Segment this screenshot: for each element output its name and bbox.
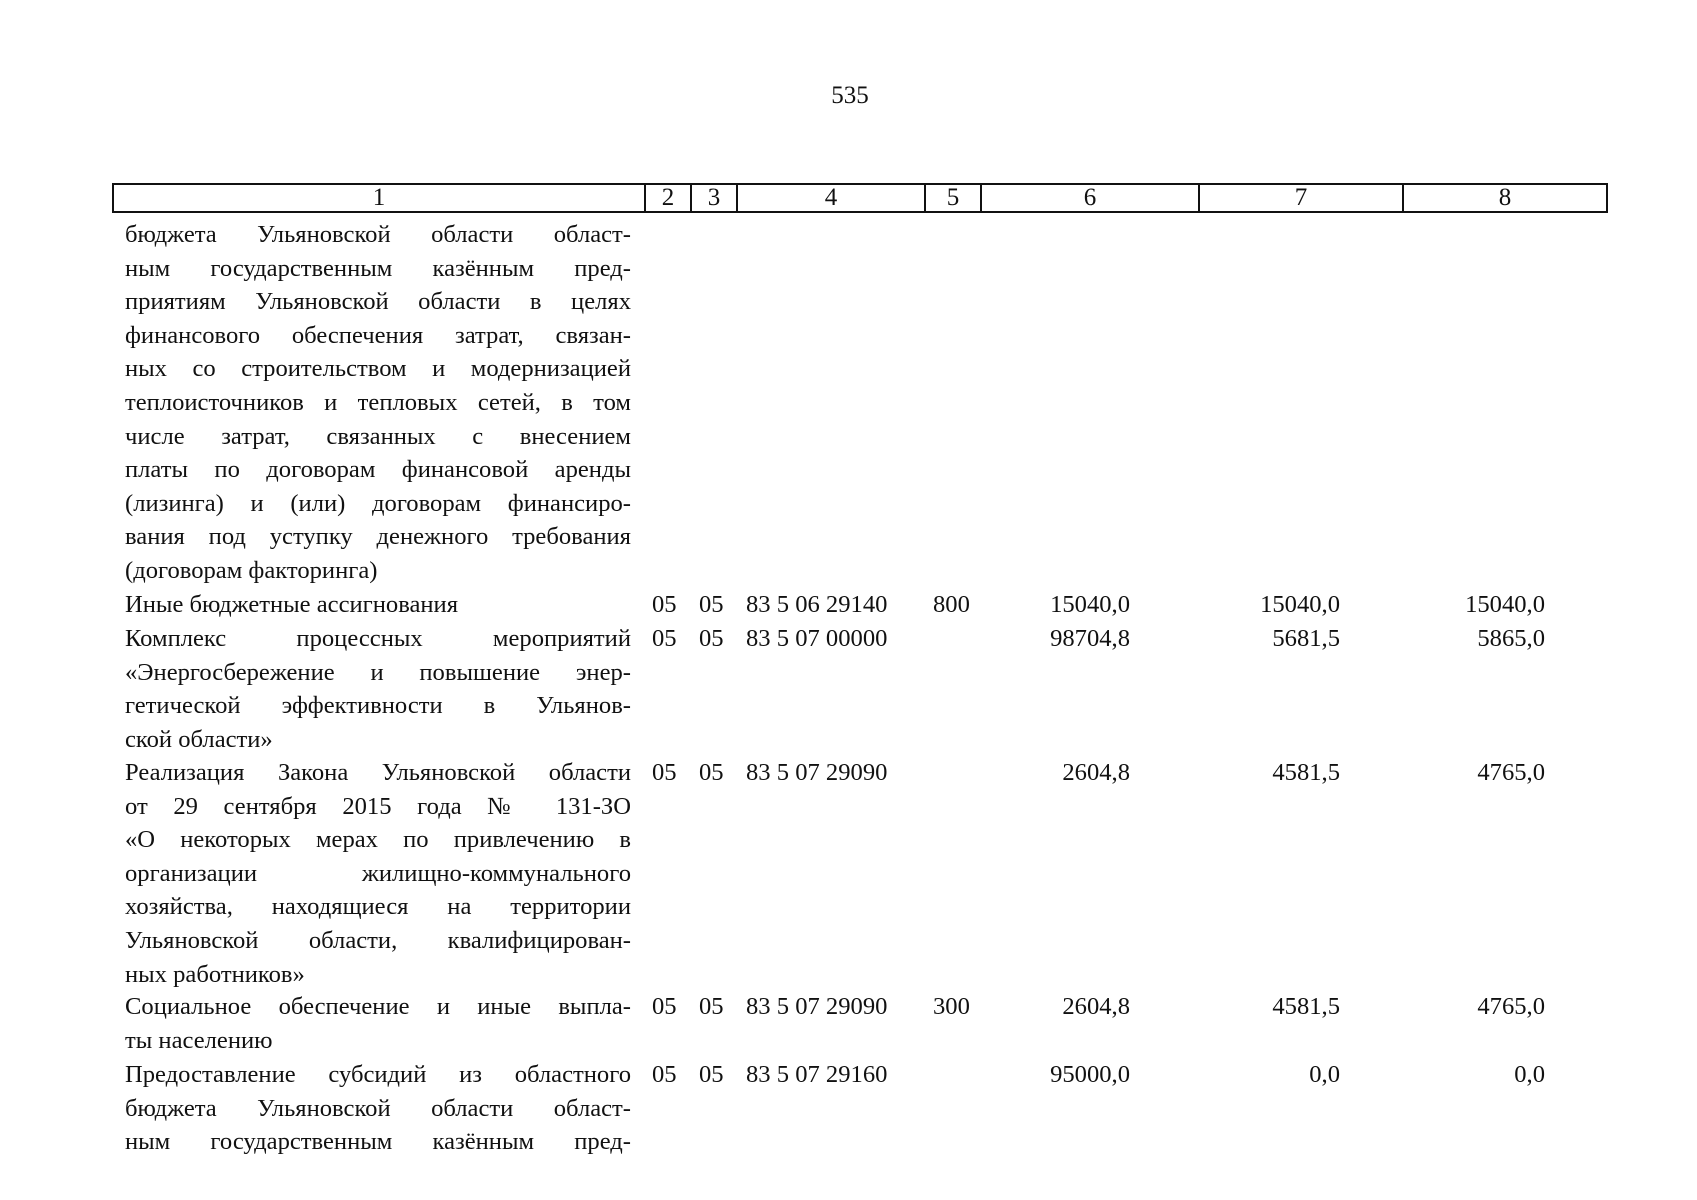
description-line: платы по договорам финансовой аренды [125, 456, 631, 484]
description-line: бюджета Ульяновской области област- [125, 221, 631, 248]
cell-target-article: 83 5 07 29160 [746, 1061, 888, 1088]
cell-section: 05 [652, 625, 677, 652]
cell-section: 05 [652, 759, 677, 786]
header-col-3: 3 [690, 185, 736, 211]
cell-target-article: 83 5 07 00000 [746, 625, 888, 652]
description-line: Ульяновской области, квалифицирован- [125, 926, 631, 954]
description-line: Реализация Закона Ульяновской области [125, 759, 631, 786]
cell-col-7: 0,0 [1309, 1061, 1340, 1088]
cell-section: 05 [652, 591, 677, 618]
header-col-1: 1 [372, 184, 386, 211]
description-line: Иные бюджетные ассигнования [125, 591, 459, 618]
description-line: «Энергосбережение и повышение энер- [125, 658, 631, 686]
description-line: Предоставление субсидий из областного [125, 1061, 631, 1088]
description-line: Комплекс процессных мероприятий [125, 625, 631, 652]
row-description [125, 588, 631, 622]
description-line: организации жилищно-коммунального [125, 859, 631, 887]
cell-expense-type: 300 [933, 993, 970, 1020]
description-line: ных со строительством и модернизацией [125, 355, 631, 383]
cell-target-article: 83 5 06 29140 [746, 591, 888, 618]
header-col-2: 2 [644, 185, 690, 211]
cell-subsection: 05 [699, 1061, 724, 1088]
row-description [125, 756, 631, 991]
description-line: числе затрат, связанных с внесением [125, 422, 631, 450]
cell-section: 05 [652, 1061, 677, 1088]
cell-col-6: 95000,0 [1050, 1061, 1130, 1088]
header-col-5: 5 [924, 185, 980, 211]
cell-col-8: 0,0 [1514, 1061, 1545, 1088]
cell-col-7: 4581,5 [1272, 759, 1340, 786]
cell-subsection: 05 [699, 759, 724, 786]
description-line: ных работников» [125, 960, 305, 988]
row-description [125, 1058, 631, 1159]
cell-col-6: 15040,0 [1050, 591, 1130, 618]
cell-section: 05 [652, 993, 677, 1020]
header-col-8: 8 [1402, 185, 1606, 211]
cell-subsection: 05 [699, 625, 724, 652]
description-line: ным государственным казённым пред- [125, 254, 631, 282]
row-description [125, 990, 631, 1057]
cell-col-6: 2604,8 [1062, 759, 1130, 786]
header-col-4: 4 [736, 185, 924, 211]
description-line: вания под уступку денежного требования [125, 523, 631, 551]
cell-col-6: 2604,8 [1062, 993, 1130, 1020]
description-line: «О некоторых мерах по привлечению в [125, 826, 631, 854]
cell-col-6: 98704,8 [1050, 625, 1130, 652]
description-line: ты населению [125, 1026, 273, 1054]
description-line: ской области» [125, 725, 273, 753]
cell-target-article: 83 5 07 29090 [746, 993, 888, 1020]
cell-col-7: 4581,5 [1272, 993, 1340, 1020]
description-line: приятиям Ульяновской области в целях [125, 288, 631, 316]
cell-expense-type: 800 [933, 591, 970, 618]
description-line: от 29 сентября 2015 года № 131-ЗО [125, 792, 631, 820]
cell-col-7: 15040,0 [1260, 591, 1340, 618]
page-number: 535 [831, 82, 869, 109]
description-line: ным государственным казённым пред- [125, 1128, 631, 1156]
cell-subsection: 05 [699, 993, 724, 1020]
cell-target-article: 83 5 07 29090 [746, 759, 888, 786]
row-description [125, 218, 631, 588]
description-line: (лизинга) и (или) договорам финансиро- [125, 489, 631, 517]
cell-col-7: 5681,5 [1272, 625, 1340, 652]
description-line: (договорам факторинга) [125, 556, 378, 584]
cell-col-8: 4765,0 [1477, 759, 1545, 786]
cell-col-8: 4765,0 [1477, 993, 1545, 1020]
description-line: бюджета Ульяновской области област- [125, 1094, 631, 1122]
description-line: теплоисточников и тепловых сетей, в том [125, 388, 631, 416]
row-description [125, 622, 631, 756]
header-col-6: 6 [980, 185, 1198, 211]
cell-col-8: 15040,0 [1465, 591, 1545, 618]
cell-col-8: 5865,0 [1477, 625, 1545, 652]
description-line: хозяйства, находящиеся на территории [125, 893, 631, 921]
description-line: Социальное обеспечение и иные выпла- [125, 993, 631, 1020]
description-line: финансового обеспечения затрат, связан- [125, 321, 631, 349]
description-line: гетической эффективности в Ульянов- [125, 692, 631, 720]
header-col-7: 7 [1198, 185, 1402, 211]
cell-subsection: 05 [699, 591, 724, 618]
table-header [112, 183, 1608, 213]
